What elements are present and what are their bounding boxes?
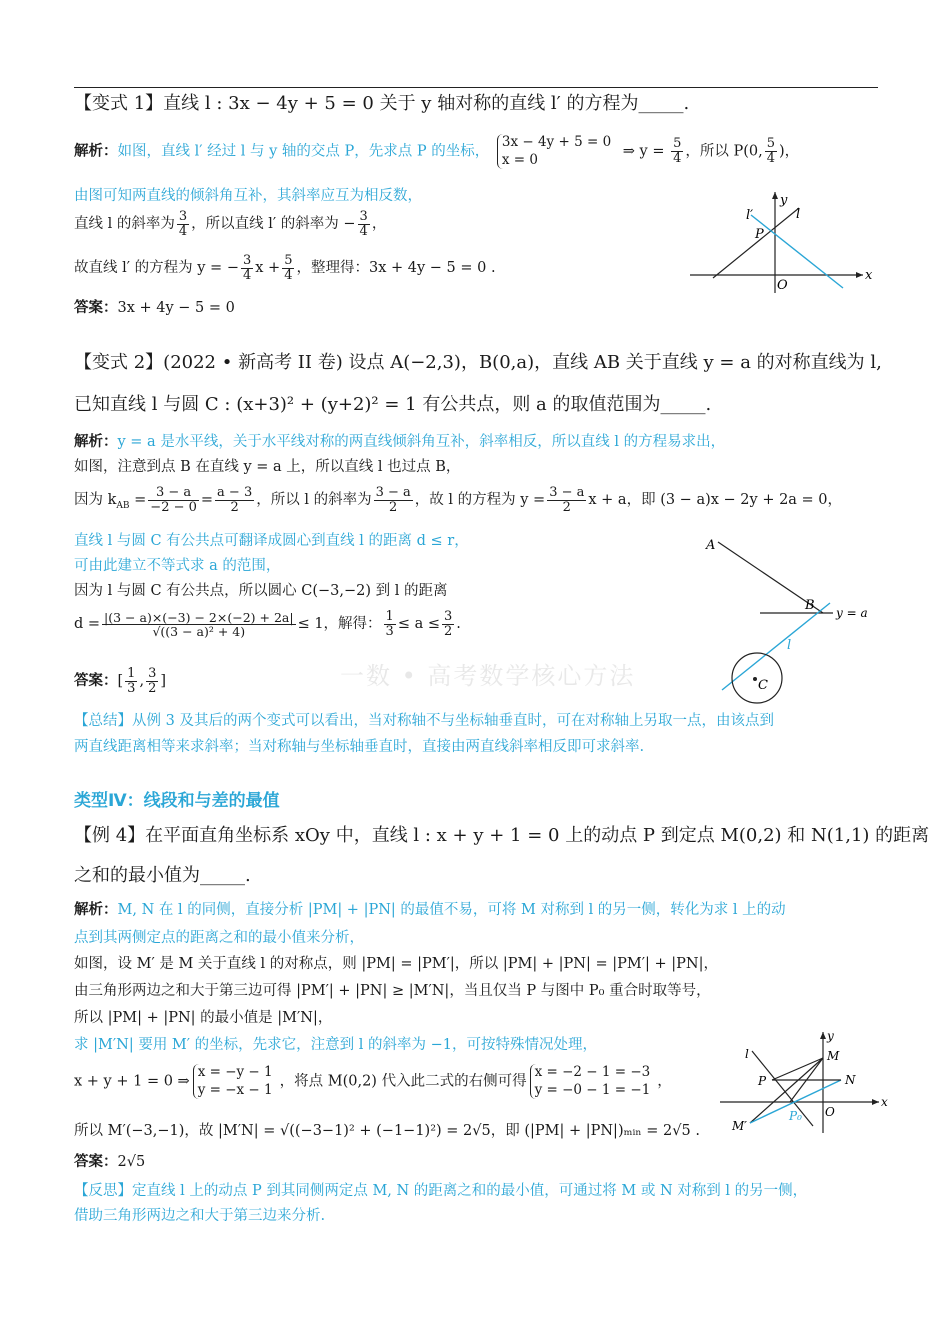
- ex4-question-1: 【例 4】在平面直角坐标系 xOy 中，直线 l : x + y + 1 = 0 上的动点 P 到定点 M(0,2) 和 N(1,1) 的距离: [74, 825, 930, 846]
- v1-arrow: ⇒ y =: [622, 143, 665, 160]
- section-heading: 类型Ⅳ：线段和与差的最值: [74, 791, 280, 811]
- figure-2: [700, 535, 885, 705]
- figure-1: [685, 188, 885, 298]
- v2-line7: d = $\frac{|(3 - a)\times(-3) - 2\times(-2) + 2a|}{\text{√((3 − a)² + 4)}}$ ≤ 1，解得： $\frac{1}{3}$ ≤ a ≤ $\frac{3}{2}$ .: [74, 609, 461, 639]
- fig1-x-arrow: [856, 272, 863, 278]
- v1-line4: 故直线 l′ 的方程为 y = − $\frac{3}{4}$ x + $\frac{5}{4}$ ，整理得：3x + 4y − 5 = 0 .: [74, 253, 496, 283]
- v2-answer: 答案：[ $\frac{1}{3}$ , $\frac{3}{2}$ ]: [74, 666, 167, 696]
- fig1-y-arrow: [772, 192, 778, 199]
- v1-system: 3x − 4y + 5 = 0 x = 0: [497, 134, 615, 169]
- v1-s1: 如图，直线 l′ 经过 l 与 y 轴的交点 P，先求点 P 的坐标，: [117, 143, 490, 160]
- v1-frac-d: $\frac{3}{4}$: [359, 209, 368, 239]
- fig2-label-A: A: [706, 538, 716, 553]
- v2-frac-k2: $\frac{a - 3}{2}$: [217, 485, 253, 515]
- fig3-label-x: x: [881, 1095, 888, 1109]
- fig3-y-arrow: [820, 1032, 826, 1039]
- fig1-label-P: P: [755, 227, 764, 242]
- reflect-line-1: 【反思】定直线 l 上的动点 P 到其同侧两定点 M, N 的距离之和的最小值，可通过将 M 或 N 对称到 l 的另一侧，: [74, 1183, 808, 1199]
- ex4-system-2: x = −2 − 1 = −3 y = −0 − 1 = −1: [530, 1064, 655, 1099]
- fig2-label-l: l: [787, 638, 792, 653]
- v2-ans-frac-1: $\frac{1}{3}$: [127, 666, 136, 696]
- v1-solution-label: 解析：: [74, 142, 118, 160]
- fig3-label-Mp: M′: [732, 1119, 748, 1133]
- v2-line1: 解析：y = a 是水平线，关于水平线对称的两直线倾斜角互补，斜率相反，所以直线 l 的方程易求出，: [74, 433, 726, 450]
- v2-question-1: 【变式 2】(2022 • 新高考 II 卷) 设点 A(−2,3)，B(0,a)，直线 AB 关于直线 y = a 的对称直线为 l,: [74, 352, 882, 373]
- v2-frac-k4: $\frac{3 - a}{2}$: [549, 485, 585, 515]
- v1-end: )，: [779, 143, 800, 160]
- fig3-label-y: y: [827, 1029, 834, 1043]
- ex4-s5: 所以 |PM| + |PN| 的最小值是 |M′N|，: [74, 1010, 333, 1026]
- v2-s2: 如图，注意到点 B 在直线 y = a 上，所以直线 l 也过点 B，: [74, 459, 461, 475]
- summary-line-1: 【总结】从例 3 及其后的两个变式可以看出，当对称轴不与坐标轴垂直时，可在对称轴上另取一点，由该点到: [74, 713, 774, 729]
- fig2-line-l: [722, 603, 830, 690]
- watermark: 一数 • 高考数学核心方法: [340, 662, 636, 690]
- ex4-question-2: 之和的最小值为_____.: [74, 865, 251, 886]
- ex4-system-1: x = −y − 1 y = −x − 1: [193, 1064, 277, 1099]
- summary-line-2: 两直线距离相等来求斜率；当对称轴与坐标轴垂直时，直接由两直线斜率相反即可求斜率.: [74, 739, 645, 755]
- v1-s2: 由图可知两直线的倾斜角互补，其斜率应互为相反数，: [74, 188, 422, 204]
- fig3-line-l: [752, 1051, 813, 1126]
- reflect-line-2: 借助三角形两边之和大于第三边来分析.: [74, 1208, 326, 1224]
- v1-tail: ，所以 P(0,: [685, 143, 763, 160]
- v1-answer: 答案：3x + 4y − 5 = 0: [74, 299, 235, 316]
- fig3-x-arrow: [872, 1099, 879, 1105]
- v1-question: 【变式 1】直线 l : 3x − 4y + 5 = 0 关于 y 轴对称的直线 l′ 的方程为_____.: [74, 93, 690, 114]
- v1-frac-b: $\frac{5}{4}$: [766, 136, 776, 167]
- v1-line3: 直线 l 的斜率为 $\frac{3}{4}$ ，所以直线 l′ 的斜率为 − $\frac{3}{4}$ ，: [74, 209, 387, 239]
- ex4-s6: 求 |M′N| 要用 M′ 的坐标，先求它，注意到 l 的斜率为 −1，可按特殊情况处理，: [74, 1037, 598, 1053]
- v1-frac-c: $\frac{3}{4}$: [178, 209, 188, 239]
- fig3-label-O: O: [825, 1105, 835, 1119]
- fig1-label-l: l: [796, 207, 801, 222]
- ex4-s8: 所以 M′(−3,−1)，故 |M′N| = √((−3−1)² + (−1−1)²) = 2√5，即 (|PM| + |PN|)ₘᵢₙ = 2√5 .: [74, 1123, 700, 1139]
- v2-frac-lo: $\frac{1}{3}$: [385, 609, 394, 639]
- fig2-label-B: B: [805, 598, 815, 613]
- fig2-label-C: C: [758, 678, 768, 693]
- fig1-label-x: x: [865, 268, 873, 283]
- v2-frac-hi: $\frac{3}{2}$: [444, 609, 453, 639]
- ex4-s4: 由三角形两边之和大于第三边可得 |PM′| + |PN| ≥ |M′N|，当且仅当 P 与图中 P₀ 重合时取等号，: [74, 983, 711, 999]
- fig2-center-C: [753, 677, 757, 681]
- fig1-label-O: O: [777, 278, 788, 293]
- v1-frac-f: $\frac{5}{4}$: [284, 253, 293, 283]
- v2-frac-d: $\frac{|(3 - a)\times(-3) - 2\times(-2) + 2a|}{\text{√((3 − a)² + 4)}}$: [104, 609, 294, 639]
- v1-line1: [74, 134, 799, 169]
- v2-frac-k1: $\frac{3 - a}{-2 - 0}$: [150, 485, 197, 515]
- v2-question-2: 已知直线 l 与圆 C : (x+3)² + (y+2)² = 1 有公共点，则 a 的取值范围为_____.: [74, 394, 712, 415]
- ex4-line7: x + y + 1 = 0 ⇒ x = −y − 1 y = −x − 1 ，将点 M(0,2) 代入此二式的右侧可得 x = −2 − 1 = −3 y = −0 − 1 = −1 ，: [74, 1064, 672, 1098]
- v2-line3: 因为 $k_{AB}$ = $\frac{3 - a}{-2 - 0}$ = $\frac{a - 3}{2}$ ，所以 l 的斜率为 $\frac{3 - a}{2}$ ，故 l 的方程为 y = $\frac{3 - a}{2}$ x + a，即 (3 − a)x − 2y + 2a = 0，: [74, 485, 843, 515]
- v2-s4: 直线 l 与圆 C 有公共点可翻译成圆心到直线 l 的距离 d ≤ r，: [74, 533, 469, 549]
- figure-3: [715, 1028, 890, 1138]
- fig3-label-l: l: [745, 1047, 749, 1061]
- fig3-label-N: N: [845, 1073, 856, 1087]
- fig1-label-y: y: [780, 193, 788, 208]
- v2-s6: 因为 l 与圆 C 有公共点，所以圆心 C(−3,−2) 到 l 的距离: [74, 583, 448, 599]
- v1-frac-a: $\frac{5}{4}$: [673, 136, 682, 167]
- ex4-line1: 解析：M, N 在 l 的同侧，直接分析 |PM| + |PN| 的最值不易，可将 M 对称到 l 的另一侧，转化为求 l 上的动: [74, 901, 786, 918]
- ex4-answer: 答案：2√5: [74, 1153, 146, 1170]
- fig1-line-l-prime: [751, 215, 843, 288]
- fig3-label-P0: P₀: [789, 1109, 802, 1123]
- fig3-label-M: M: [827, 1049, 840, 1063]
- v2-frac-k3: $\frac{3 - a}{2}$: [375, 485, 411, 515]
- v2-s5: 可由此建立不等式求 a 的范围，: [74, 558, 281, 574]
- fig2-label-ya: y = a: [836, 606, 868, 620]
- fig2-circle-C: [732, 653, 782, 703]
- fig3-label-P: P: [758, 1074, 767, 1088]
- ex4-s3: 如图，设 M′ 是 M 关于直线 l 的对称点，则 |PM| = |PM′|，所以 |PM| + |PN| = |PM′| + |PN|，: [74, 956, 718, 972]
- fig3-line-MpM: [750, 1058, 823, 1123]
- v1-frac-e: $\frac{3}{4}$: [242, 253, 252, 283]
- fig1-label-l-prime: l′: [746, 208, 754, 223]
- v2-ans-frac-2: $\frac{3}{2}$: [148, 666, 157, 696]
- top-rule: [74, 87, 878, 88]
- ex4-s2: 点到其两侧定点的距离之和的最小值来分析，: [74, 930, 364, 946]
